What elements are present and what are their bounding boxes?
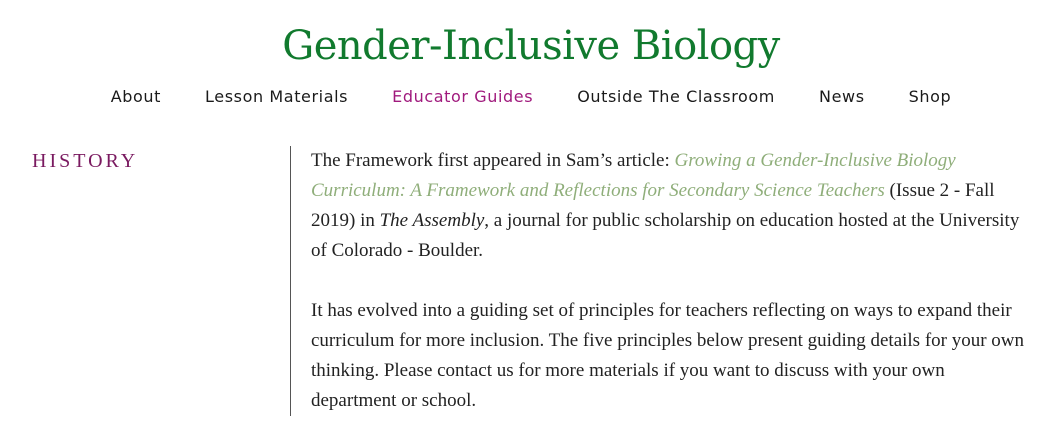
nav-item-shop[interactable]: Shop xyxy=(908,86,952,106)
p1-end-text: , a journal for public scholarship on education hosted at the University of Colorado - Boulder. xyxy=(311,210,1020,261)
site-title[interactable]: Gender-Inclusive Biology xyxy=(282,23,780,69)
p1-intro-text: The Framework first appeared in Sam’s article: xyxy=(311,150,675,171)
history-paragraph-2: It has evolved into a guiding set of principles for teachers reflecting on ways to expand their curriculum for more inclusion. The five principles below present guiding details for your own thinking. Please contact us for more materials if you want to discuss with your own department or school. xyxy=(311,300,1025,411)
nav-item-outside-the-classroom[interactable]: Outside The Classroom xyxy=(577,86,775,106)
nav-item-lesson-materials[interactable]: Lesson Materials xyxy=(205,86,349,106)
nav-item-about[interactable]: About xyxy=(110,86,162,106)
main-nav xyxy=(0,84,1062,108)
section-heading: HISTORY xyxy=(32,150,139,172)
history-content xyxy=(311,146,1033,446)
nav-item-educator-guides[interactable]: Educator Guides xyxy=(392,86,534,106)
article-link[interactable]: Growing a Gender-Inclusive Biology Curriculum: A Framework and Reflections for Secondary Science Teachers xyxy=(311,150,956,201)
vertical-divider xyxy=(290,146,291,416)
history-paragraph-1 xyxy=(311,146,1033,266)
journal-name: The Assembly xyxy=(379,210,485,231)
nav-item-news[interactable]: News xyxy=(819,86,865,106)
p1-mid-text: (Issue 2 - Fall 2019) in xyxy=(311,180,995,231)
